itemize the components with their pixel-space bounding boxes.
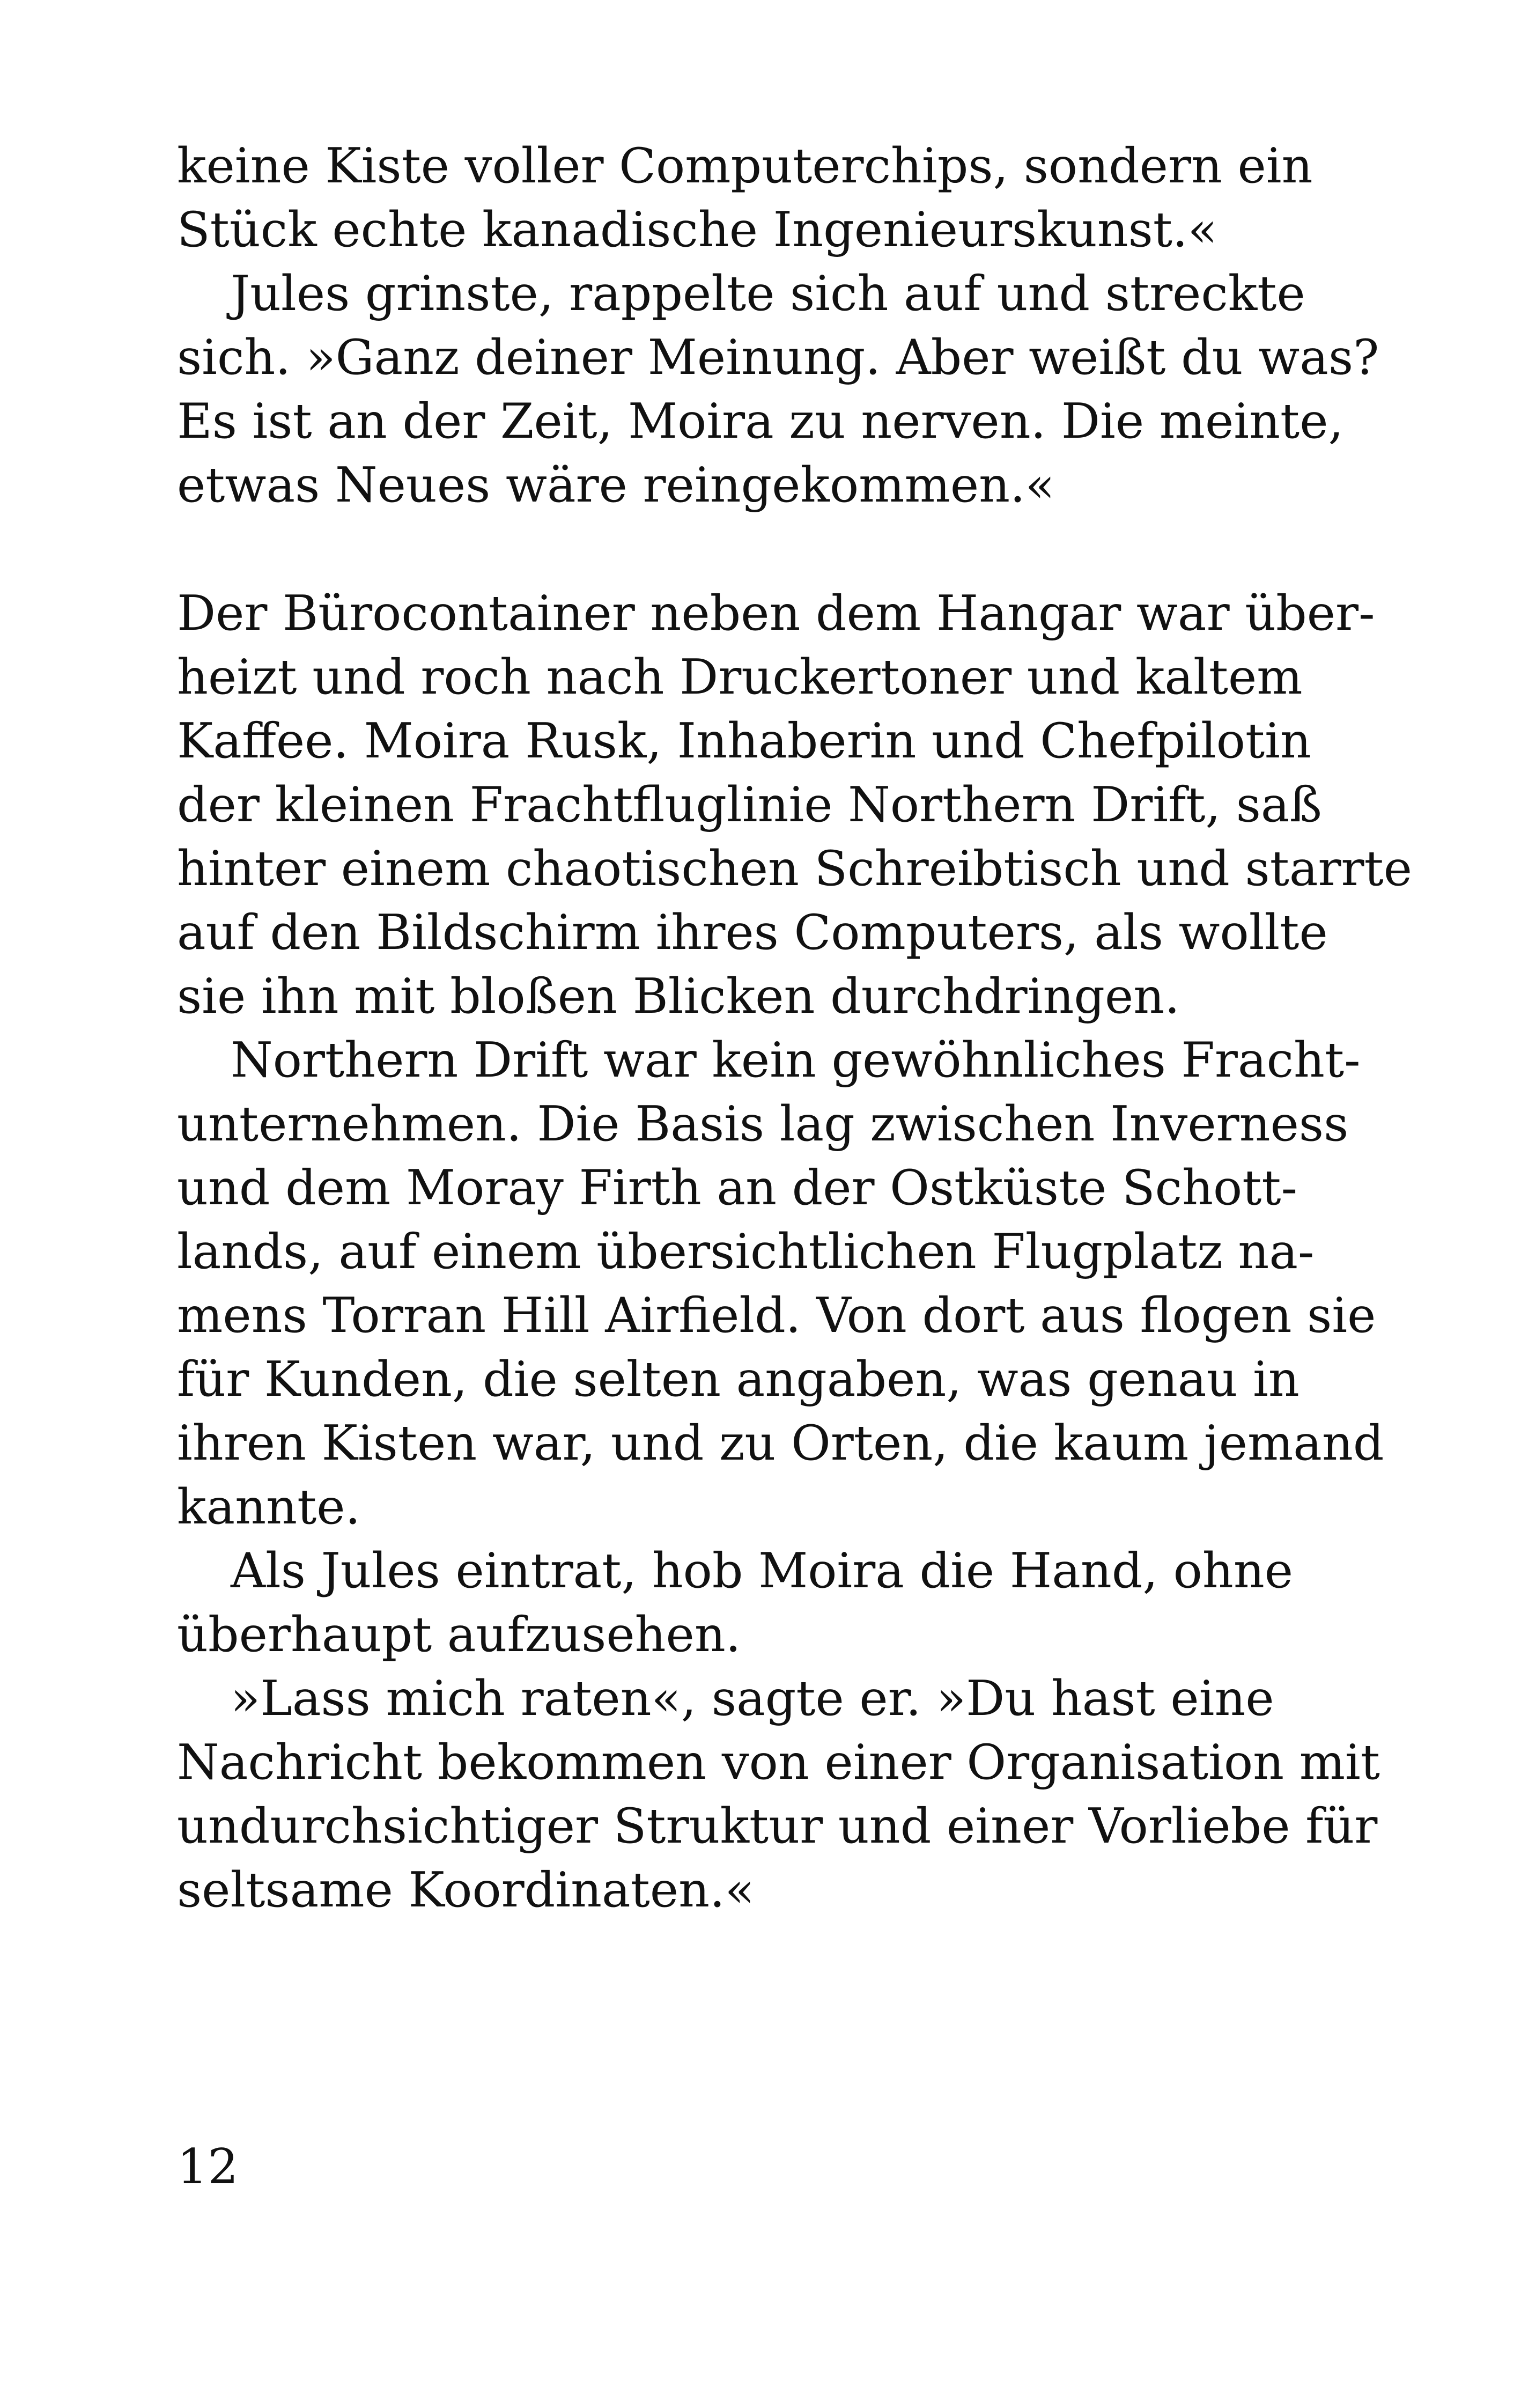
text-line: der kleinen Frachtfluglinie Northern Drift, saß	[177, 777, 1322, 833]
text-line: mens Torran Hill Airfield. Von dort aus flogen sie	[177, 1287, 1376, 1344]
text-line: etwas Neues wäre reingekommen.«	[177, 457, 1055, 513]
section-break	[177, 517, 1266, 581]
text-line: ihren Kisten war, und zu Orten, die kaum jemand	[177, 1415, 1384, 1471]
text-line: Der Bürocontainer neben dem Hangar war über-	[177, 585, 1375, 642]
text-line: kannte.	[177, 1479, 361, 1535]
text-line: undurchsichtiger Struktur und einer Vorliebe für	[177, 1798, 1378, 1854]
page-number: 12	[177, 2139, 239, 2195]
text-line: für Kunden, die selten angaben, was genau in	[177, 1351, 1300, 1408]
text-line: Northern Drift war kein gewöhnliches Fracht-	[231, 1032, 1361, 1088]
body-text	[177, 134, 1412, 1922]
text-line: sich. »Ganz deiner Meinung. Aber weißt du was?	[177, 329, 1379, 386]
text-line: Nachricht bekommen von einer Organisation mit	[177, 1734, 1380, 1791]
text-line: auf den Bildschirm ihres Computers, als wollte	[177, 904, 1328, 961]
text-line: seltsame Koordinaten.«	[177, 1862, 755, 1918]
text-line: Stück echte kanadische Ingenieurskunst.«	[177, 202, 1217, 258]
text-line: Es ist an der Zeit, Moira zu nerven. Die meinte,	[177, 393, 1344, 450]
text-line: Als Jules eintrat, hob Moira die Hand, ohne	[231, 1543, 1294, 1599]
text-line: »Lass mich raten«, sagte er. »Du hast eine	[231, 1670, 1274, 1727]
text-line: unternehmen. Die Basis lag zwischen Inverness	[177, 1096, 1349, 1152]
text-line: hinter einem chaotischen Schreibtisch und starrte	[177, 841, 1412, 897]
text-line: überhaupt aufzusehen.	[177, 1607, 741, 1663]
text-line: lands, auf einem übersichtlichen Flugplatz na-	[177, 1224, 1315, 1280]
text-line: Kaffee. Moira Rusk, Inhaberin und Chefpilotin	[177, 713, 1311, 769]
text-line: heizt und roch nach Druckertoner und kaltem	[177, 649, 1303, 705]
text-line: und dem Moray Firth an der Ostküste Schott-	[177, 1160, 1297, 1216]
text-line: keine Kiste voller Computerchips, sondern ein	[177, 138, 1313, 194]
text-line: sie ihn mit bloßen Blicken durchdringen.	[177, 968, 1180, 1025]
text-line: Jules grinste, rappelte sich auf und streckte	[231, 266, 1305, 322]
